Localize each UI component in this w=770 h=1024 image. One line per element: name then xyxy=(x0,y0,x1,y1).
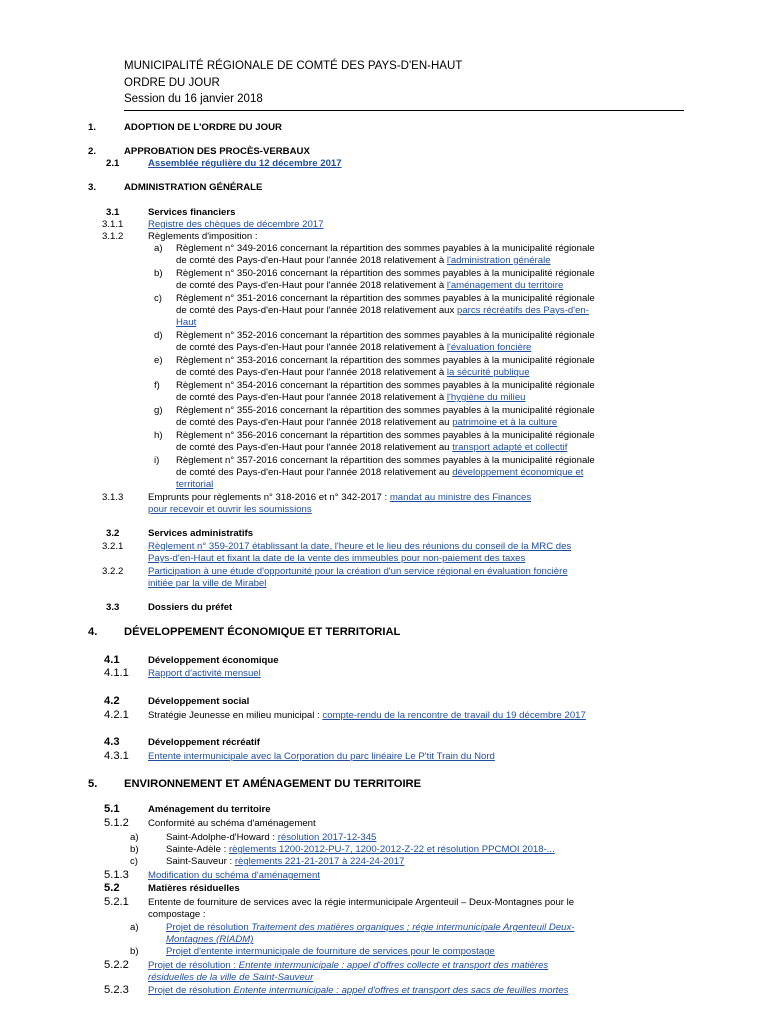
reg-line xyxy=(176,467,583,480)
item-number: 3.1 xyxy=(106,207,120,218)
reg-line xyxy=(176,367,530,380)
reg-prefix: de comté des Pays-d'en-Haut pour l'année 2018 relativement à xyxy=(176,342,445,353)
item-link[interactable]: Règlement n° 359-2017 établissant la date, l'heure et le lieu des réunions du conseil de la MRC des xyxy=(148,541,572,552)
conf-line xyxy=(166,856,404,869)
item-number: 5.2.1 xyxy=(104,896,129,908)
item-prefix: Stratégie Jeunesse en milieu municipal : xyxy=(148,710,320,721)
conf-name: Sainte-Adèle : xyxy=(166,844,227,855)
item-link[interactable]: Registre des chèques de décembre 2017 xyxy=(148,219,324,230)
item-link[interactable]: initiée par la ville de Mirabel xyxy=(148,578,267,589)
item-link[interactable]: Assemblée régulière du 12 décembre 2017 xyxy=(148,158,342,169)
header-rule xyxy=(124,110,684,111)
reg-prefix: de comté des Pays-d'en-Haut pour l'année 2018 relativement à xyxy=(176,392,445,403)
reg-link[interactable]: transport adapté et collectif xyxy=(452,442,568,453)
item-link[interactable]: pour recevoir et ouvrir les soumissions xyxy=(148,504,312,515)
item-italic[interactable]: Entente intermunicipale : appel d'offres collecte et transport des matières xyxy=(238,960,549,971)
reg-link[interactable]: territorial xyxy=(176,479,214,490)
reg-link[interactable]: l'hygiène du milieu xyxy=(446,392,526,403)
item-number: 3.1.1 xyxy=(102,219,124,230)
conf-line xyxy=(166,844,555,857)
item-link xyxy=(148,960,548,973)
sub-letter: b) xyxy=(130,946,139,957)
reg-prefix: de comté des Pays-d'en-Haut pour l'année 2018 relativement à xyxy=(176,255,445,266)
reg-line xyxy=(176,255,551,268)
conf-letter: c) xyxy=(130,856,138,867)
reg-line xyxy=(176,280,563,293)
conf-link[interactable]: règlements 1200-2012-PU-7, 1200-2012-Z-22 et résolution PPCMOI 2018-... xyxy=(228,844,555,855)
item-link[interactable]: Participation à une étude d'opportunité pour la création d'un service régional en évaluation foncière xyxy=(148,566,568,577)
item-number: 5.2 xyxy=(104,882,120,894)
item-link[interactable]: mandat au ministre des Finances xyxy=(389,492,532,503)
item-text xyxy=(148,492,531,505)
reg-prefix: de comté des Pays-d'en-Haut pour l'année 2018 relativement à xyxy=(176,280,445,291)
item-number: 2.1 xyxy=(106,158,120,169)
conf-name: Saint-Adolphe-d'Howard : xyxy=(166,832,276,843)
reg-letter: g) xyxy=(154,405,163,416)
reg-letter: i) xyxy=(154,455,160,466)
reg-letter: e) xyxy=(154,355,163,366)
reg-line: Règlement n° 350-2016 concernant la répartition des sommes payables à la municipalité régionale xyxy=(176,268,595,279)
item-link[interactable]: Modification du schéma d'aménagement xyxy=(148,870,320,881)
item-number: 4.1.1 xyxy=(104,667,129,679)
section-title: ADMINISTRATION GÉNÉRALE xyxy=(124,182,263,193)
reg-line xyxy=(176,392,526,405)
item-prefix[interactable]: Projet de résolution xyxy=(148,985,231,996)
reg-line: Règlement n° 352-2016 concernant la répartition des sommes payables à la municipalité régionale xyxy=(176,330,595,341)
item-number: 4.3.1 xyxy=(104,750,129,762)
reg-line: Règlement n° 356-2016 concernant la répartition des sommes payables à la municipalité régionale xyxy=(176,430,595,441)
section-number: 3. xyxy=(88,182,97,193)
item-link[interactable]: résiduelles de la ville de Saint-Sauveur xyxy=(148,972,314,983)
item-number: 5.2.3 xyxy=(104,984,129,996)
sub-prefix[interactable]: Projet de résolution xyxy=(166,922,249,933)
item-text xyxy=(148,710,586,723)
reg-line: Règlement n° 353-2016 concernant la répartition des sommes payables à la municipalité régionale xyxy=(176,355,595,366)
item-number: 5.1.2 xyxy=(104,817,129,829)
conf-name: Saint-Sauveur : xyxy=(166,856,233,867)
reg-line xyxy=(176,305,589,318)
item-number: 3.3 xyxy=(106,602,120,613)
section-number: 2. xyxy=(88,146,97,157)
reg-link[interactable]: parcs récréatifs des Pays-d'en- xyxy=(457,305,589,316)
item-prefix: Emprunts pour règlements n° 318-2016 et n° 342-2017 : xyxy=(148,492,388,503)
reg-letter: a) xyxy=(154,243,163,254)
section-number: 1. xyxy=(88,122,97,133)
reg-prefix: de comté des Pays-d'en-Haut pour l'année 2018 relativement aux xyxy=(176,305,455,316)
session-date: Session du 16 janvier 2018 xyxy=(124,93,263,105)
reg-line xyxy=(176,442,567,455)
item-number: 4.1 xyxy=(104,654,120,666)
reg-link[interactable]: l'administration générale xyxy=(446,255,551,266)
reg-prefix: de comté des Pays-d'en-Haut pour l'année 2018 relativement au xyxy=(176,467,450,478)
item-title: Développement économique xyxy=(148,655,279,666)
reg-prefix: de comté des Pays-d'en-Haut pour l'année 2018 relativement au xyxy=(176,417,450,428)
item-link xyxy=(148,985,568,998)
sub-link xyxy=(166,922,575,935)
item-text: Règlements d'imposition : xyxy=(148,231,258,242)
item-number: 3.1.3 xyxy=(102,492,124,503)
reg-prefix: de comté des Pays-d'en-Haut pour l'année 2018 relativement au xyxy=(176,442,450,453)
reg-line: Règlement n° 355-2016 concernant la répartition des sommes payables à la municipalité régionale xyxy=(176,405,595,416)
item-text: Entente de fourniture de services avec la régie intermunicipale Argenteuil – Deux-Montagnes pour le xyxy=(148,897,575,908)
reg-line: Règlement n° 351-2016 concernant la répartition des sommes payables à la municipalité régionale xyxy=(176,293,595,304)
item-number: 3.2.1 xyxy=(102,541,124,552)
reg-letter: f) xyxy=(154,380,160,391)
section-title: APPROBATION DES PROCÈS-VERBAUX xyxy=(124,146,310,157)
item-text: Conformité au schéma d'aménagement xyxy=(148,818,316,829)
conf-line xyxy=(166,832,376,845)
reg-line xyxy=(176,417,557,430)
item-number: 4.2.1 xyxy=(104,709,129,721)
item-number: 3.1.2 xyxy=(102,231,124,242)
section-title: ENVIRONNEMENT ET AMÉNAGEMENT DU TERRITOIRE xyxy=(124,778,422,790)
item-number: 4.3 xyxy=(104,736,120,748)
reg-letter: b) xyxy=(154,268,163,279)
conf-link[interactable]: résolution 2017-12-345 xyxy=(277,832,377,843)
item-text: compostage : xyxy=(148,909,206,920)
item-title: Services financiers xyxy=(148,207,236,218)
sub-link[interactable]: Projet d'entente intermunicipale de fourniture de services pour le compostage xyxy=(166,946,495,957)
item-italic[interactable]: Entente intermunicipale : appel d'offres et transport des sacs de feuilles mortes xyxy=(233,985,569,996)
item-title: Aménagement du territoire xyxy=(148,804,271,815)
item-title: Matières résiduelles xyxy=(148,883,240,894)
reg-link[interactable]: l'évaluation foncière xyxy=(446,342,532,353)
section-number: 4. xyxy=(88,626,98,638)
item-link[interactable]: compte-rendu de la rencontre de travail du 19 décembre 2017 xyxy=(322,710,586,721)
reg-line xyxy=(176,342,531,355)
item-link[interactable]: Pays-d'en-Haut et fixant la date de la vente des immeubles pour non-paiement des taxes xyxy=(148,553,526,564)
section-title: DÉVELOPPEMENT ÉCONOMIQUE ET TERRITORIAL xyxy=(124,626,401,638)
reg-link[interactable]: patrimoine et à la culture xyxy=(452,417,558,428)
item-title: Développement récréatif xyxy=(148,737,260,748)
item-title: Développement social xyxy=(148,696,250,707)
sub-letter: a) xyxy=(130,922,139,933)
item-number: 5.2.2 xyxy=(104,959,129,971)
conf-letter: b) xyxy=(130,844,139,855)
reg-line: Règlement n° 357-2016 concernant la répartition des sommes payables à la municipalité régionale xyxy=(176,455,595,466)
document-header xyxy=(124,58,684,111)
item-number: 3.2.2 xyxy=(102,566,124,577)
reg-line: Règlement n° 354-2016 concernant la répartition des sommes payables à la municipalité régionale xyxy=(176,380,595,391)
item-number: 4.2 xyxy=(104,695,120,707)
org-name: MUNICIPALITÉ RÉGIONALE DE COMTÉ DES PAYS-D'EN-HAUT xyxy=(124,60,463,72)
item-prefix[interactable]: Projet de résolution : xyxy=(148,960,236,971)
reg-link[interactable]: développement économique et xyxy=(452,467,584,478)
item-number: 5.1 xyxy=(104,803,120,815)
item-link[interactable]: Rapport d'activité mensuel xyxy=(148,668,261,679)
item-title: Services administratifs xyxy=(148,528,254,539)
reg-line: Règlement n° 349-2016 concernant la répartition des sommes payables à la municipalité régionale xyxy=(176,243,595,254)
sub-link[interactable]: Montagnes (RIADM) xyxy=(166,934,254,945)
item-title: Dossiers du préfet xyxy=(148,602,233,613)
reg-link[interactable]: la sécurité publique xyxy=(446,367,530,378)
reg-prefix: de comté des Pays-d'en-Haut pour l'année 2018 relativement à xyxy=(176,367,445,378)
section-number: 5. xyxy=(88,778,98,790)
reg-letter: d) xyxy=(154,330,163,341)
conf-letter: a) xyxy=(130,832,139,843)
item-number: 5.1.3 xyxy=(104,869,129,881)
conf-link[interactable]: règlements 221-21-2017 à 224-24-2017 xyxy=(234,856,405,867)
reg-link[interactable]: l'aménagement du territoire xyxy=(446,280,564,291)
item-number: 3.2 xyxy=(106,528,120,539)
reg-link[interactable]: Haut xyxy=(176,317,197,328)
item-link[interactable]: Entente intermunicipale avec la Corporation du parc linéaire Le P'tit Train du Nord xyxy=(148,751,495,762)
sub-italic[interactable]: Traitement des matières organiques ; régie intermunicipale Argenteuil Deux- xyxy=(251,922,575,933)
reg-letter: c) xyxy=(154,293,162,304)
doc-title: ORDRE DU JOUR xyxy=(124,76,220,89)
reg-letter: h) xyxy=(154,430,163,441)
section-title: ADOPTION DE L'ORDRE DU JOUR xyxy=(124,122,282,133)
